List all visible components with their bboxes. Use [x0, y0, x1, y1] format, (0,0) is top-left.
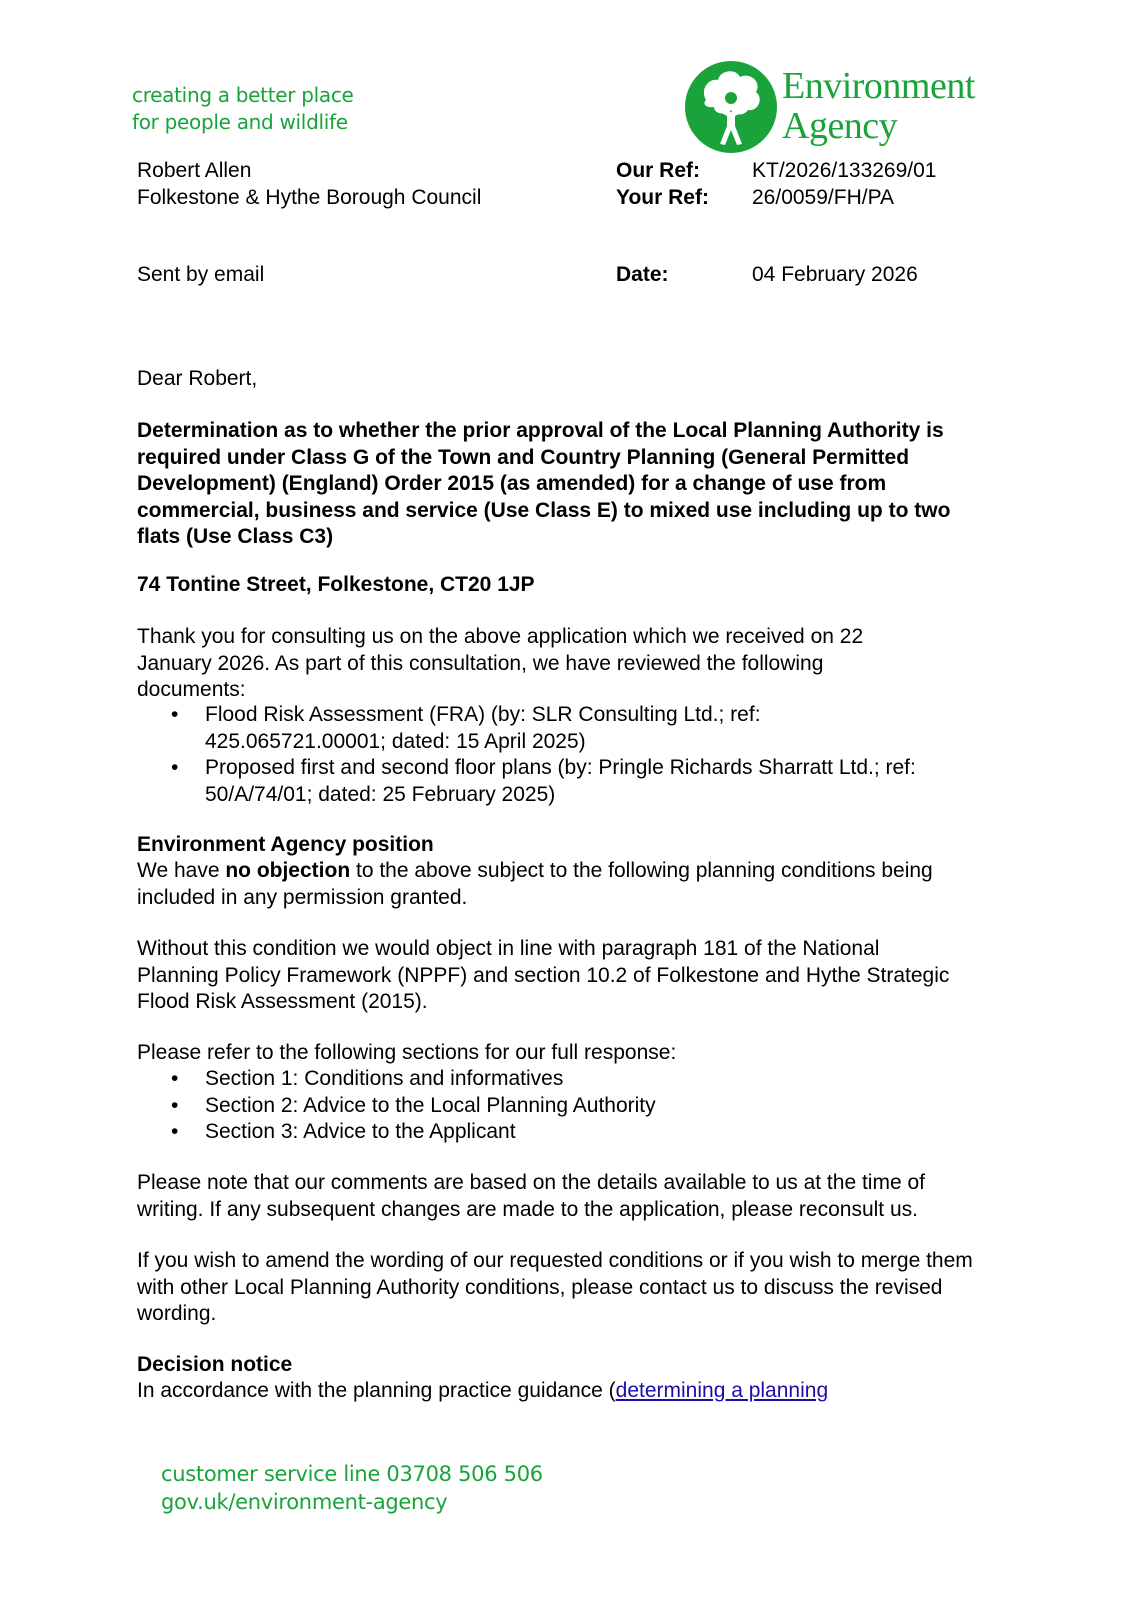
your-ref-label: Your Ref: [616, 186, 709, 209]
amend-paragraph: If you wish to amend the wording of our requested conditions or if you wish to merge them with other Local Planning Authority conditions, please contact us to discuss the revised wording. [137, 1249, 973, 1325]
subject-heading: Determination as to whether the prior approval of the Local Planning Authority is required under Class G of the Town and Country Planning (General Permitted Development) (England) Order 2015 (as amended) for a change of use from commercial, business and service (Use Class E) to mixed use including up to two flats (Use Class C3) [137, 419, 951, 548]
our-ref-label: Our Ref: [616, 159, 700, 182]
footer-contact [161, 1460, 543, 1516]
position-text-bold: no objection [225, 859, 351, 882]
logo-line-1: Environment [782, 65, 975, 107]
list-item: • Section 2: Advice to the Local Planning Authority [137, 1093, 1007, 1120]
intro-paragraph: Thank you for consulting us on the above application which we received on 22 January 2026. As part of this consultation, we have reviewed the following documents: [137, 625, 864, 701]
tagline-line-1: creating a better place [132, 83, 354, 107]
list-item: • Section 1: Conditions and informatives [137, 1066, 1007, 1093]
logo-wordmark [782, 66, 975, 146]
position-paragraph [137, 858, 947, 911]
note-paragraph: Please note that our comments are based on the details available to us at the time of writing. If any subsequent changes are made to the application, please reconsult us. [137, 1171, 925, 1221]
decision-text-pre: In accordance with the planning practice guidance ( [137, 1379, 616, 1402]
our-ref-value: KT/2026/133269/01 [752, 159, 937, 182]
footer-website: gov.uk/environment-agency [161, 1490, 448, 1514]
position-text-post: to the above subject to the following planning conditions being included in any permission granted. [137, 859, 933, 909]
refer-intro: Please refer to the following sections for our full response: [137, 1041, 677, 1064]
list-item: • Proposed first and second floor plans (by: Pringle Richards Sharratt Ltd.; ref: 50/A/74/01; dated: 25 February 2025) [137, 755, 987, 808]
list-item: • Flood Risk Assessment (FRA) (by: SLR Consulting Ltd.; ref: 425.065721.00001; dated: 15 April 2025) [137, 702, 885, 755]
decision-paragraph [137, 1378, 828, 1405]
date-value: 04 February 2026 [752, 263, 918, 286]
sections-list [137, 1066, 1007, 1146]
tagline-line-2: for people and wildlife [132, 110, 348, 134]
logo-line-2: Agency [782, 105, 898, 147]
tree-person-icon [684, 60, 778, 154]
recipient-block [137, 158, 481, 211]
without-condition-paragraph: Without this condition we would object in line with paragraph 181 of the National Planning Policy Framework (NPPF) and section 10.2 of Folkestone and Hythe Strategic Flood Risk Assessment (2015). [137, 937, 950, 1013]
environment-agency-logo [684, 58, 1024, 158]
decision-heading: Decision notice [137, 1353, 293, 1376]
documents-list [137, 702, 987, 808]
list-item: • Section 3: Advice to the Applicant [137, 1119, 1007, 1146]
determining-planning-link[interactable]: determining a planning [615, 1379, 829, 1402]
recipient-name: Robert Allen [137, 159, 252, 182]
recipient-organisation: Folkestone & Hythe Borough Council [137, 185, 482, 209]
tagline [132, 82, 354, 136]
customer-service-line: customer service line 03708 506 506 [161, 1462, 543, 1486]
position-text-pre: We have [137, 859, 226, 882]
salutation: Dear Robert, [137, 367, 258, 390]
site-address: 74 Tontine Street, Folkestone, CT20 1JP [137, 573, 535, 596]
date-label: Date: [616, 263, 669, 286]
your-ref-value: 26/0059/FH/PA [752, 186, 895, 209]
position-heading: Environment Agency position [137, 833, 434, 856]
sent-by: Sent by email [137, 263, 265, 286]
